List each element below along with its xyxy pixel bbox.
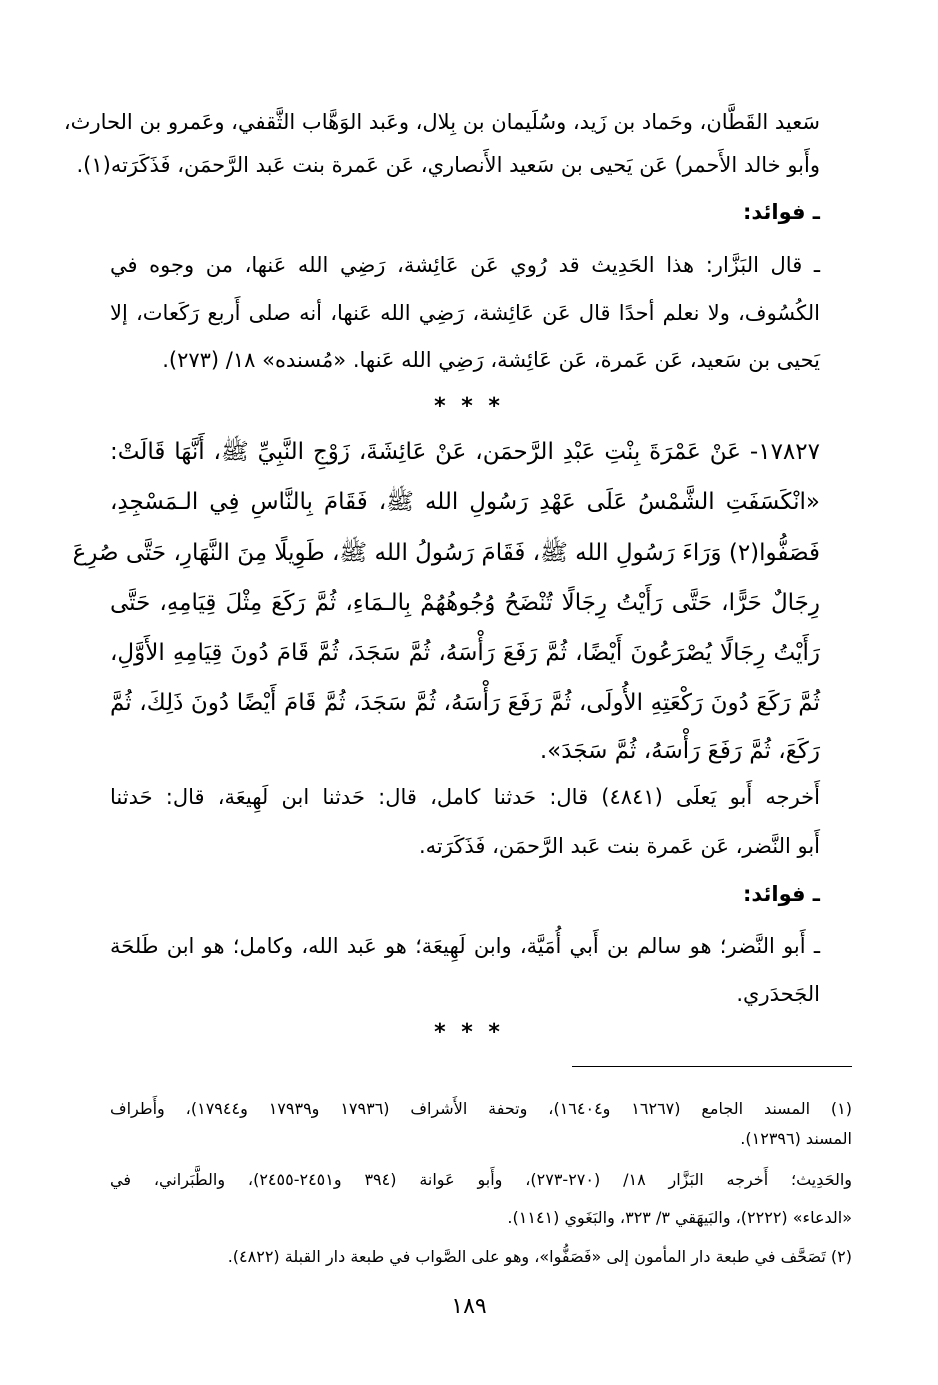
fawaid-line: الجَحدَري. <box>736 982 820 1006</box>
hadith-line: رَكَعَ، ثُمَّ رَفَعَ رَأْسَهُ، ثُمَّ سَجَدَ». <box>539 738 820 764</box>
hadith-line: ١٧٨٢٧- عَنْ عَمْرَةَ بِنْتِ عَبْدِ الرَّحمَن، عَنْ عَائِشَةَ، زَوْجِ النَّبِيِّ ﷺ، أَنَّهَا قَالَتْ: <box>110 439 820 465</box>
fawaid-line: يَحيى بن سَعيد، عَن عَمرة، عَن عَائِشة، رَضِي الله عَنها. «مُسنده» ١٨/ (٢٧٣). <box>162 348 820 372</box>
footnote-divider <box>572 1066 852 1067</box>
fawaid-line: الكُسُوف، ولا نعلم أحدًا قال عَن عَائِشة، رَضِي الله عَنها، أنه صلى أَربع رَكَعات، إلا <box>110 301 820 325</box>
fawaid-line: ـ قال البَزَّار: هذا الحَدِيث قد رُوي عَن عَائِشة، رَضِي الله عَنها، من وجوه في <box>110 253 820 277</box>
fawaid-heading: ـ فوائد: <box>742 882 820 906</box>
footnote-line: (١) المسند الجامع (١٦٢٦٧ و١٦٤٠٤)، وتحفة الأَشراف (١٧٩٣٦ و١٧٩٣٩ و١٧٩٤٤)، وأَطراف <box>110 1099 853 1118</box>
footnote-line: والحَدِيث؛ أَخرجه البَزَّار ١٨/ (٢٧٠-٢٧٣)، وأَبو عَوانة (٣٩٤ و٢٤٥١-٢٤٥٥)، والطَّبَراني، في <box>110 1170 853 1189</box>
hadith-line: «انْكَسَفَتِ الشَّمْسُ عَلَى عَهْدِ رَسُولِ الله ﷺ، فَقَامَ بِالنَّاسِ فِي الـمَسْجِدِ، <box>110 489 820 515</box>
takhrij-line: أَخرجه أَبو يَعلَى (٤٨٤١) قال: حَدثنا كامل، قال: حَدثنا ابن لَهِيعَة، قال: حَدثنا <box>110 785 820 809</box>
footnote-line: «الدعاء» (٢٢٢٢)، والبَيهَقي ٣/ ٣٢٣، والبَغَوي (١١٤١). <box>507 1208 852 1227</box>
fawaid-heading: ـ فوائد: <box>742 200 820 224</box>
hadith-line: رَأَيْتُ رِجَالًا يُصْرَعُونَ أَيْضًا، ثُمَّ رَفَعَ رَأْسَهُ، ثُمَّ سَجَدَ، ثُمَّ قَامَ دُونَ قِيَامِهِ الأَوَّلِ، <box>110 640 820 666</box>
paragraph-line: سَعيد القَطَّان، وحَماد بن زَيد، وسُلَيمان بن بِلال، وعَبد الوَهَّاب الثَّقفي، وعَمرو بن الحارث، <box>63 110 820 134</box>
section-separator: * * * <box>434 394 504 419</box>
paragraph-line: وأَبو خالد الأَحمر) عَن يَحيى بن سَعيد الأَنصاري، عَن عَمرة بنت عَبد الرَّحمَن، فَذَكَرَته(١). <box>76 153 820 177</box>
footnote-line: المسند (١٢٣٩٦). <box>740 1129 852 1148</box>
hadith-line: فَصَفُّوا(٢) وَرَاءَ رَسُولِ الله ﷺ، فَقَامَ رَسُولُ الله ﷺ، طَوِيلًا مِنَ النَّهَارِ، حَتَّى صُرِعَ <box>72 540 820 566</box>
hadith-line: ثُمَّ رَكَعَ دُونَ رَكْعَتِهِ الأُولَى، ثُمَّ رَفَعَ رَأْسَهُ، ثُمَّ سَجَدَ، ثُمَّ قَامَ أَيْضًا دُونَ ذَلِكَ، ثُمَّ <box>110 690 820 716</box>
fawaid-line: ـ أَبو النَّضر؛ هو سالم بن أَبي أُمَيَّة، وابن لَهِيعَة؛ هو عَبد الله، وكامل؛ هو ابن طَلحَة <box>110 934 820 958</box>
page-number: ١٨٩ <box>451 1294 487 1319</box>
section-separator: * * * <box>434 1020 504 1045</box>
footnote-line: (٢) تَصَحَّف في طبعة دار المأمون إلى «فَصَفُّوا»، وهو على الصَّواب في طبعة دار القبلة (٤٨٢٢). <box>227 1247 852 1266</box>
hadith-line: رِجَالٌ حَرًّا، حَتَّى رَأَيْتُ رِجَالًا تُنْضَحُ وُجُوهُهُمْ بِالـمَاءِ، ثُمَّ رَكَعَ مِثْلَ قِيَامِهِ، حَتَّى <box>110 590 820 616</box>
takhrij-line: أَبو النَّضر، عَن عَمرة بنت عَبد الرَّحمَن، فَذَكَرَته. <box>419 834 820 858</box>
